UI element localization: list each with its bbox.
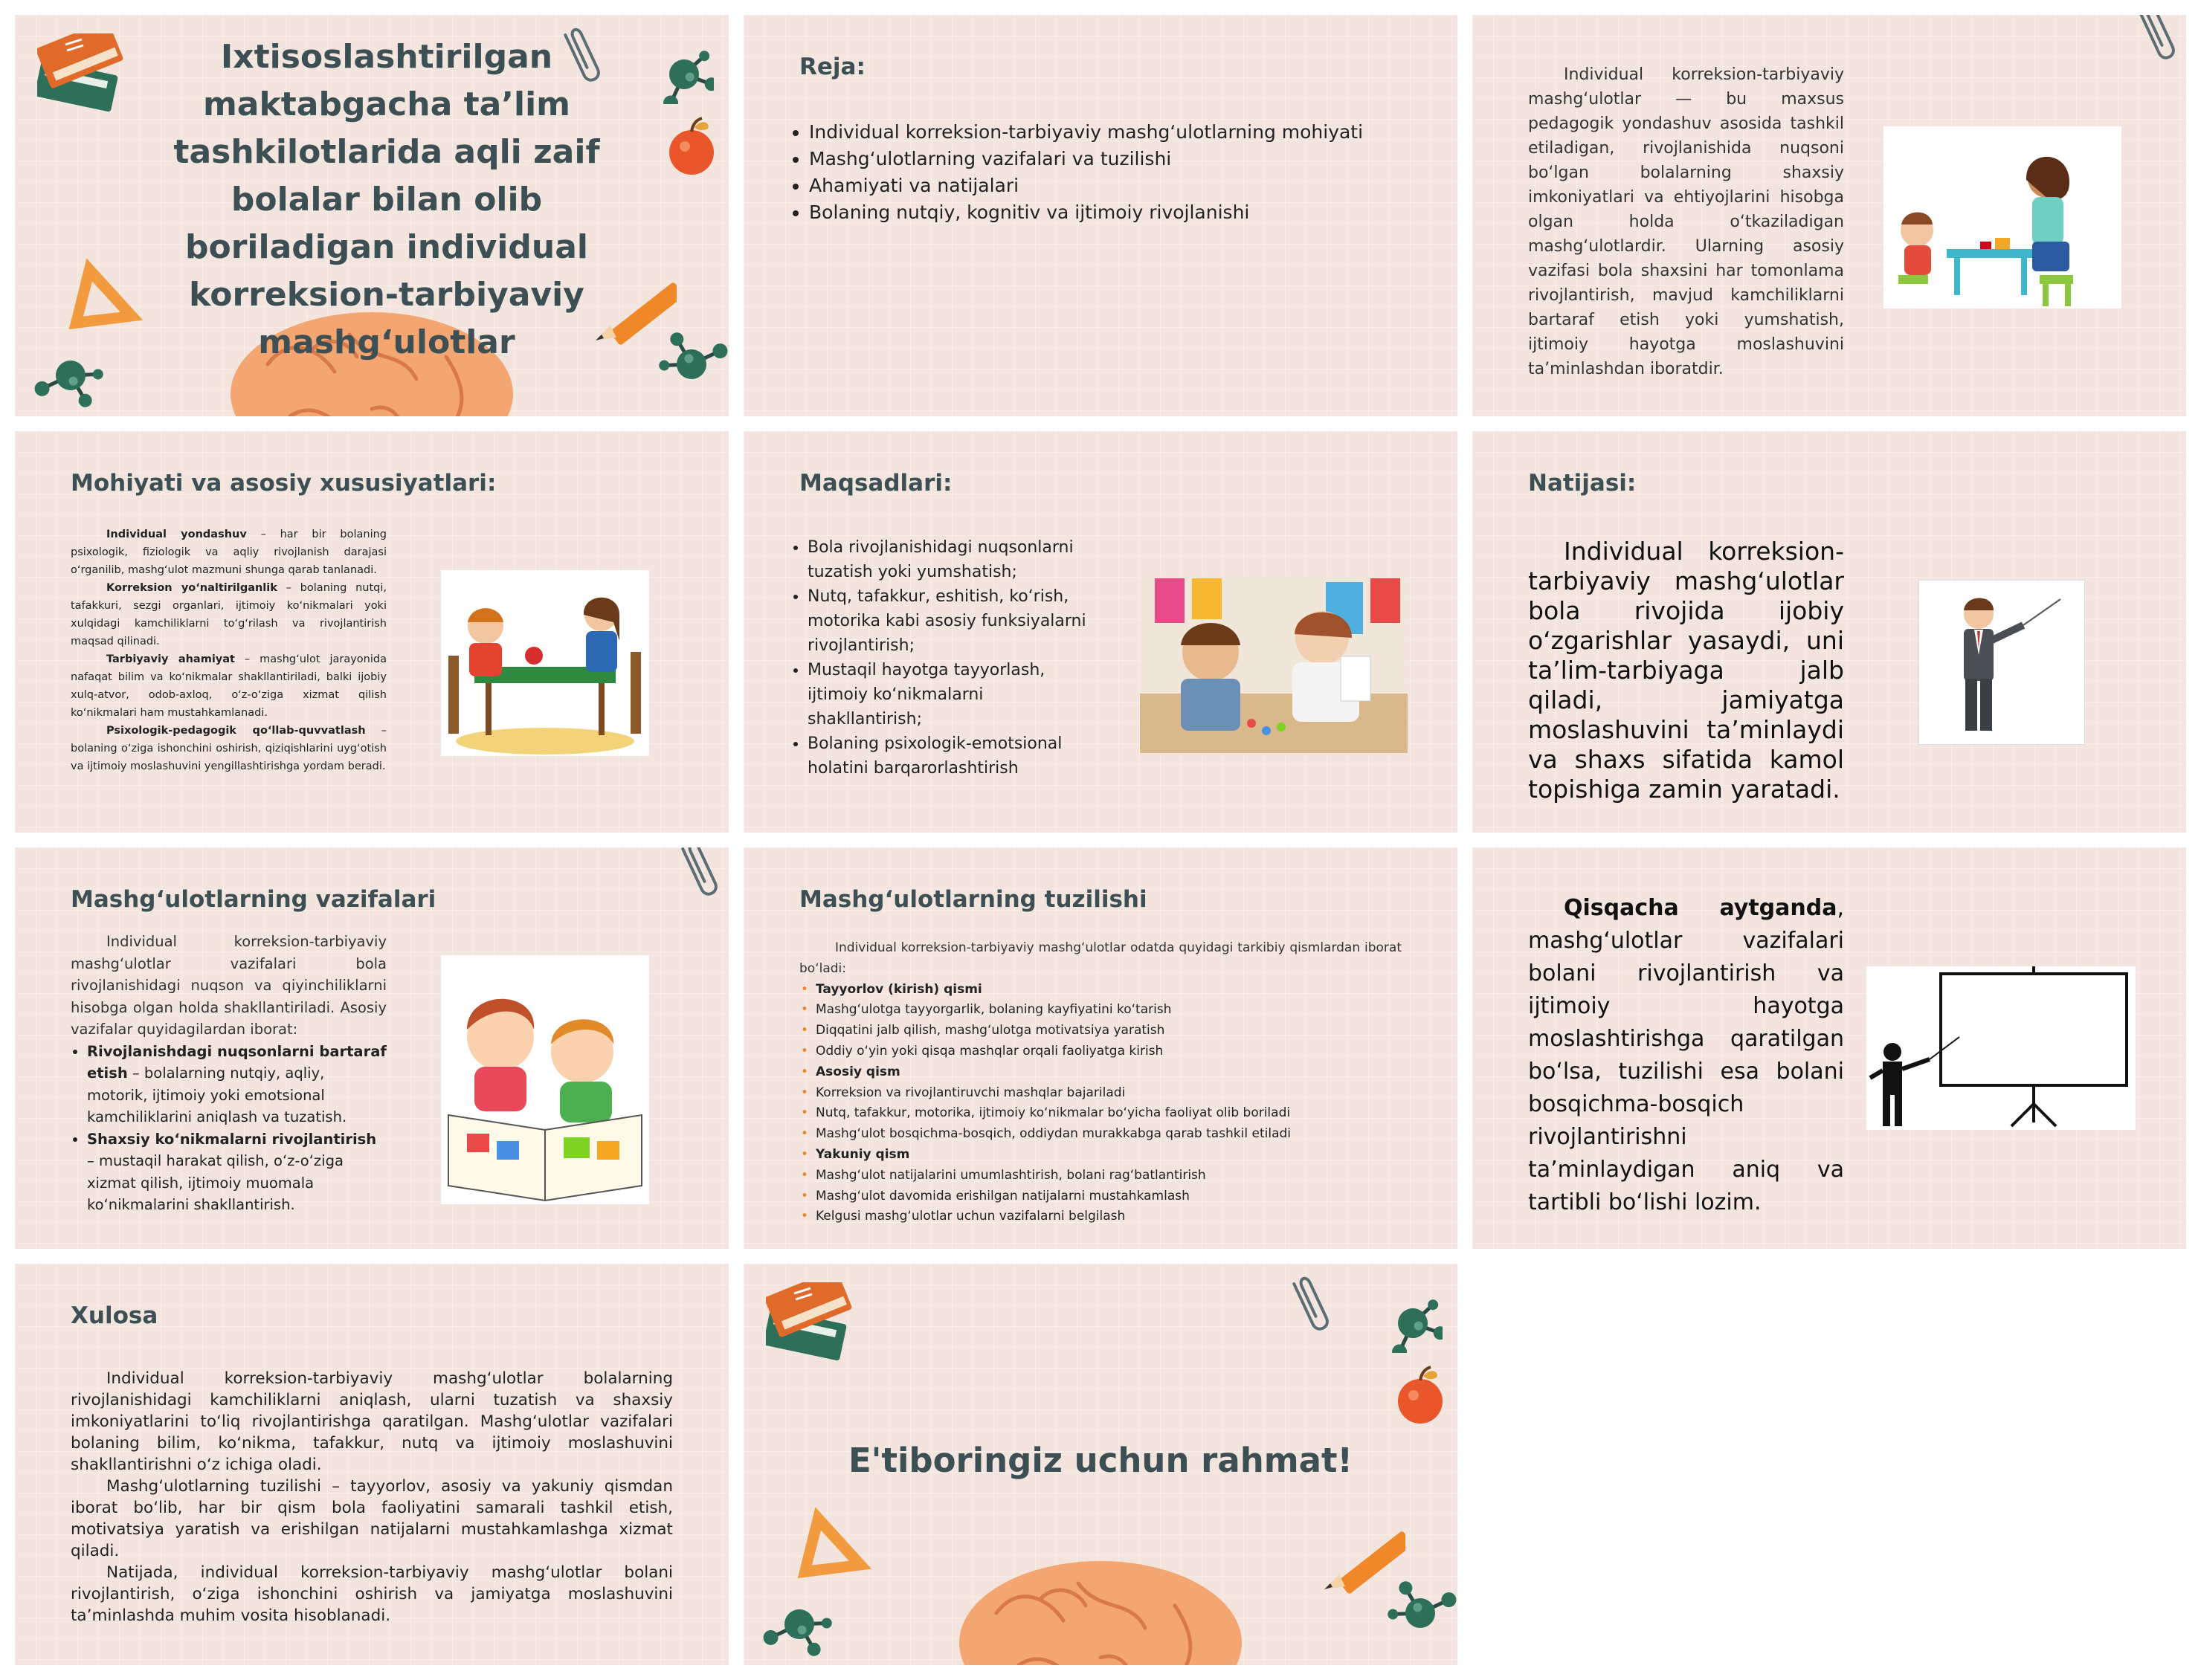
essence-text (71, 526, 387, 775)
conclusion-text (71, 1368, 673, 1626)
paragraph: Individual yondashuv – har bir bolaning psixologik, fiziologik va aqliy rivojlanish darajasi o‘rganilib, mashg‘ulot mazmuni shunga qarab tanlanadi. (71, 529, 387, 576)
paperclip-icon (2134, 15, 2179, 82)
slide-thanks (744, 1264, 1457, 1665)
goals-list (788, 535, 1100, 781)
paragraph: Natijada, individual korreksion-tarbiyaviy mashg‘ulotlar bolani rivojlantirish, o‘ziga ishonchini oshirish va jamiyatga moslashuvini ta’minlashda muhim vosita hisoblanadi. (71, 1563, 673, 1625)
ruler-triangle-icon (784, 1502, 881, 1583)
therapy-session-photo (1140, 575, 1408, 753)
summary-text: Qisqacha aytganda, mashg‘ulotlar vazifalari bolani rivojlantirish va ijtimoiy hayotga moslashtirishga qaratilgan bo‘lsa, tuzilishi esa bolani bosqichma-bosqich rivojlantirishni ta’minlaydigan aniq va tartibli bo‘lishi lozim. (1528, 895, 1844, 1215)
structure-list (799, 980, 1402, 1228)
list-item: • Shaxsiy ko‘nikmalarni rivojlantirish – mustaqil harakat qilish, o‘z-o‘ziga xizmat qilish, ijtimoiy muomala ko‘nikmalarini shakllantirish. (87, 1128, 387, 1216)
results-text: Individual korreksion-tarbiyaviy mashg‘ulotlar bola rivojida ijobiy o‘zgarishlar yasaydi, uni ta’lim-tarbiyaga jalb qiladi, jamiyatga moslashuvini ta’minlaydi va shaxs sifatida kamol topishiga zamin yaratadi. (1528, 537, 1844, 804)
goals-list-wrapper (788, 535, 1100, 781)
presentation-board-image (1866, 966, 2136, 1130)
list-item: • Korreksion va rivojlantiruvchi mashqlar bajariladi (816, 1083, 1402, 1104)
molecule-icon (639, 312, 729, 409)
slide-title (15, 15, 729, 416)
slide-heading: Xulosa (71, 1302, 158, 1329)
paperclip-icon (1286, 1271, 1331, 1360)
thanks-title: E'tiboringiz uchun rahmat! (848, 1441, 1353, 1480)
list-item: • Mashg‘ulot natijalarini umumlashtirish, bolani rag‘batlantirish (816, 1166, 1402, 1186)
slide-structure (744, 847, 1457, 1249)
apple-icon (1390, 1360, 1450, 1427)
slide-heading: Reja: (799, 54, 866, 80)
molecule-icon (744, 1576, 833, 1665)
books-icon (766, 1282, 870, 1401)
list-item: • Ahamiyati va natijalari (809, 172, 1363, 199)
list-item: • Mashg‘ulotlarning vazifalari va tuzilishi (809, 146, 1363, 172)
paragraph: Tarbiyaviy ahamiyat – mashg‘ulot jarayonida nafaqat bilim va ko‘nikmalar shakllantiriladi, balki ijobiy xulq-atvor, odob-axloq, o‘z-o‘ziga xizmat qilish ko‘nikmalari ham mustahkamlanadi. (71, 653, 387, 719)
slide-heading: Mashg‘ulotlarning tuzilishi (799, 886, 1147, 913)
intro-paragraph: Individual korreksion-tarbiyaviy mashg‘ulotlar odatda quyidagi tarkibiy qismlardan iborat bo‘ladi: (799, 940, 1402, 976)
slide-heading: Mohiyati va asosiy xususiyatlari: (71, 470, 497, 497)
slide-heading: Natijasi: (1528, 470, 1637, 497)
list-item: • Mashg‘ulotga tayyorgarlik, bolaning kayfiyatini ko‘tarish (816, 1000, 1402, 1021)
slide-plan (744, 15, 1457, 416)
list-item: • Bolaning nutqiy, kognitiv va ijtimoiy rivojlanishi (809, 199, 1363, 226)
plan-list (788, 119, 1363, 226)
list-item: • Individual korreksion-tarbiyaviy mashg‘ulotlarning mohiyati (809, 119, 1363, 146)
list-item: • Mashg‘ulot davomida erishilgan natijalarni mustahkamlash (816, 1186, 1402, 1207)
slide-conclusion (15, 1264, 729, 1665)
molecule-icon (1368, 1561, 1457, 1658)
section-title: • Yakuniy qism (816, 1145, 1402, 1166)
children-reading-image (441, 955, 649, 1204)
tasks-list (71, 1041, 387, 1216)
slide-essence (15, 431, 729, 833)
paragraph: Mashg‘ulotlarning tuzilishi – tayyorlov, asosiy va yakuniy qismdan iborat bo‘lib, har bir qism bola faoliyatini samarali tashkil etish, motivatsiya yaratish va erishilgan natijalarni mustahkamlashga xizmat qiladi. (71, 1477, 673, 1560)
paperclip-icon (669, 847, 721, 914)
slide-goals (744, 431, 1457, 833)
list-item: • Mustaqil hayotga tayyorlash, ijtimoiy ko‘nikmalarni shakllantirish; (808, 658, 1100, 731)
structure-text (799, 938, 1402, 1227)
slide-heading: Maqsadlari: (799, 470, 953, 497)
lecturer-image (1918, 580, 2085, 745)
paragraph: Individual korreksion-tarbiyaviy mashg‘ulotlar bolalarning rivojlanishidagi kamchiliklarni aniqlash, ularni tuzatish va shaxsiy imkoniyatlarini to‘liq rivojlantirishga qaratilgan. Mashg‘ulotlar vazifalari bolaning bilim, ko‘nikma, tafakkur, nutq va ijtimoiy moslashuvini shakllantirishni o‘z ichiga oladi. (71, 1369, 673, 1474)
slide-heading: Mashg‘ulotlarning vazifalari (71, 886, 436, 913)
slide-summary (1472, 847, 2186, 1249)
list-item: • Diqqatini jalb qilish, mashg‘ulotga motivatsiya yaratish (816, 1021, 1402, 1041)
section-title: • Asosiy qism (816, 1062, 1402, 1083)
presentation-title: Ixtisoslashtirilgan maktabgacha ta’lim tashkilotlarida aqli zaif bolalar bilan olib boriladigan individual korreksion-tarbiyaviy mashg‘ulotlar (173, 38, 600, 361)
molecule-icon (647, 30, 714, 104)
list-item: • Nutq, tafakkur, eshitish, ko‘rish, motorika kabi asosiy funksiyalarni rivojlantirish; (808, 584, 1100, 658)
apple-icon (662, 112, 721, 178)
list-item: • Bolaning psixologik-emotsional holatini barqarorlashtirish (808, 731, 1100, 781)
paragraph: Psixologik-pedagogik qo‘llab-quvvatlash – bolaning o‘ziga ishonchini oshirish, qiziqishlarini uyg‘otish va ijtimoiy moslashuvini yengillashtirishga yordam beradi. (71, 725, 387, 772)
molecule-icon (15, 327, 104, 416)
books-icon (37, 33, 141, 152)
list-item: • Oddiy o‘yin yoki qisqa mashqlar orqali faoliyatga kirish (816, 1041, 1402, 1062)
list-item: • Nutq, tafakkur, motorika, ijtimoiy ko‘nikmalar bo‘yicha faoliyat olib boriladi (816, 1103, 1402, 1124)
slide-tasks (15, 847, 729, 1249)
intro-paragraph: Individual korreksion-tarbiyaviy mashg‘ulotlar vazifalari bola rivojlanishidagi nuqson va qiyinchiliklarni hisobga olgan holda shakllantiriladi. Asosiy vazifalar quyidagilardan iborat: (71, 933, 387, 1038)
list-item: • Kelgusi mashg‘ulotlar uchun vazifalarni belgilash (816, 1206, 1402, 1227)
teacher-child-image (1883, 126, 2121, 308)
list-item: • Rivojlanishdagi nuqsonlarni bartaraf etish – bolalarning nutqiy, aqliy, motorik, ijtimoiy yoki emotsional kamchiliklarini aniqlash va tuzatish. (87, 1041, 387, 1128)
brain-icon (952, 1554, 1249, 1665)
paragraph: Korreksion yo‘naltirilganlik – bolaning nutqi, tafakkuri, sezgi organlari, ijtimoiy ko‘nikmalari yoki xulqidagi kamchiliklarni to‘g‘rilash va rivojlantirish maqsad qilinadi. (71, 582, 387, 647)
list-item: • Bola rivojlanishidagi nuqsonlarni tuzatish yoki yumshatish; (808, 535, 1100, 584)
list-item: • Mashg‘ulot bosqichma-bosqich, oddiydan murakkabga qarab tashkil etiladi (816, 1124, 1402, 1145)
section-title: • Tayyorlov (kirish) qismi (816, 980, 1402, 1001)
tasks-text (71, 931, 387, 1216)
definition-text: Individual korreksion-tarbiyaviy mashg‘ulotlar — bu maxsus pedagogik yondashuv asosida tashkil etiladigan, rivojlanishida nuqsoni bo‘lgan bolalarning shaxsiy imkoniyatlari va ehtiyojlarini hisobga olgan holda o‘tkaziladigan mashg‘ulotlardir. Ularning asosiy vazifasi bola shaxsini har tomonlama rivojlantirish, mavjud kamchiliklarni bartaraf etish yoki yumshatish, ijtimoiy hayotga moslashuvini ta’minlashdan iboratdir. (1528, 65, 1844, 378)
children-table-image (441, 570, 649, 756)
slide-definition (1472, 15, 2186, 416)
slide-results (1472, 431, 2186, 833)
molecule-icon (1376, 1279, 1443, 1353)
